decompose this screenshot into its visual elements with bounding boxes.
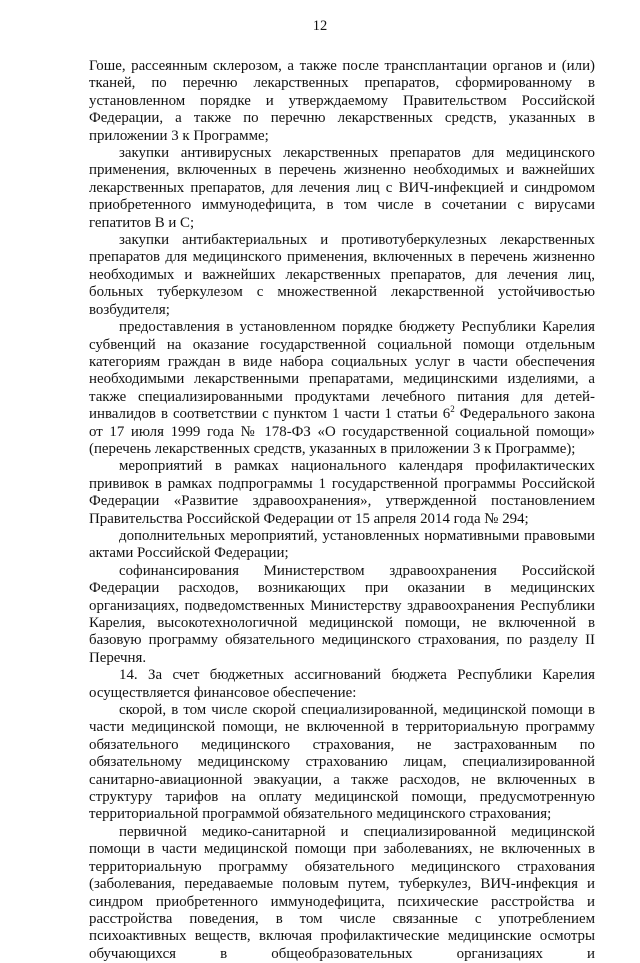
paragraph-section-14: 14. За счет бюджетных ассигнований бюджета Республики Карелия осуществляется финансовое обеспечение: <box>89 667 595 701</box>
paragraph-additional-measures: дополнительных мероприятий, установленных нормативными правовыми актами Российской Федерации; <box>89 527 595 562</box>
paragraph-antiviral: закупки антивирусных лекарственных препаратов для медицинского применения, включенных в перечень жизненно необходимых и важнейших лекарственных препаратов, для лечения лиц с ВИЧ-инфекцией и синдромом приобретенного иммунодефицита, в том числе в сочетании с вирусами гепатитов В и С; <box>89 145 595 231</box>
document-body <box>89 58 595 963</box>
page-number: 12 <box>312 18 328 34</box>
subventions-text-before: предоставления в установленном порядке бюджету Республики Карелия субвенций на оказание государственной социальной помощи отдельным категориям граждан в виде набора социальных услуг в части обеспечения необходимыми лекарственными препаратами, медицинскими изделиями, а также специализированными продуктами лечебного питания для детей-инвалидов в соответствии с пунктом 1 части 1 статьи 6 <box>89 319 595 423</box>
paragraph-antibacterial: закупки антибактериальных и противотуберкулезных лекарственных препаратов для медицинского применения, включенных в перечень жизненно необходимых и важнейших лекарственных препаратов, для лечения лиц, больных туберкулезом с множественной лекарственной устойчивостью возбудителя; <box>89 232 595 318</box>
paragraph-continuation: Гоше, рассеянным склерозом, а также после трансплантации органов и (или) тканей, по перечню лекарственных препаратов, сформированному в установленном порядке и утверждаемому Правительством Российской Федерации, а также по перечню лекарственных средств, указанных в приложении 3 к Программе; <box>89 58 595 144</box>
subventions-text-after: Федерального закона от 17 июля 1999 года № 178-ФЗ «О государственной социальной помощи» (перечень лекарственных средств, указанных в приложении 3 к Программе); <box>89 406 596 457</box>
paragraph-emergency-care: скорой, в том числе скорой специализированной, медицинской помощи в части медицинской помощи, не включенной в территориальную программу обязательного медицинского страхования, не застрахованным по обязательному медицинскому страхованию лицам, специализированной санитарно-авиационной эвакуации, а также расходов, не включенных в структуру тарифов на оплату медицинской помощи, предусмотренную территориальной программой обязательного медицинского страхования; <box>89 702 595 823</box>
paragraph-primary-care: первичной медико-санитарной и специализированной медицинской помощи в части медицинской помощи при заболеваниях, не включенных в территориальную программу обязательного медицинского страхования (заболевания, передаваемые половым путем, туберкулез, ВИЧ-инфекция и синдром приобретенного иммунодефицита, психические расстройства и расстройства поведения, в том числе связанные с употреблением психоактивных веществ, включая профилактические медицинские осмотры обучающихся в общеобразовательных организациях и <box>89 823 595 962</box>
article-superscript: 2 <box>450 404 455 415</box>
paragraph-subventions <box>89 319 595 458</box>
paragraph-vaccination: мероприятий в рамках национального календаря профилактических прививок в рамках подпрограммы 1 государственной программы Российской Федерации «Развитие здравоохранения», утвержденной постановлением Правительства Российской Федерации от 15 апреля 2014 года № 294; <box>89 458 595 527</box>
paragraph-cofinancing: софинансирования Министерством здравоохранения Российской Федерации расходов, возникающих при оказании в медицинских организациях, подведомственных Министерству здравоохранения Республики Карелия, высокотехнологичной медицинской помощи, не включенной в базовую программу обязательного медицинского страхования, по разделу II Перечня. <box>89 562 595 666</box>
